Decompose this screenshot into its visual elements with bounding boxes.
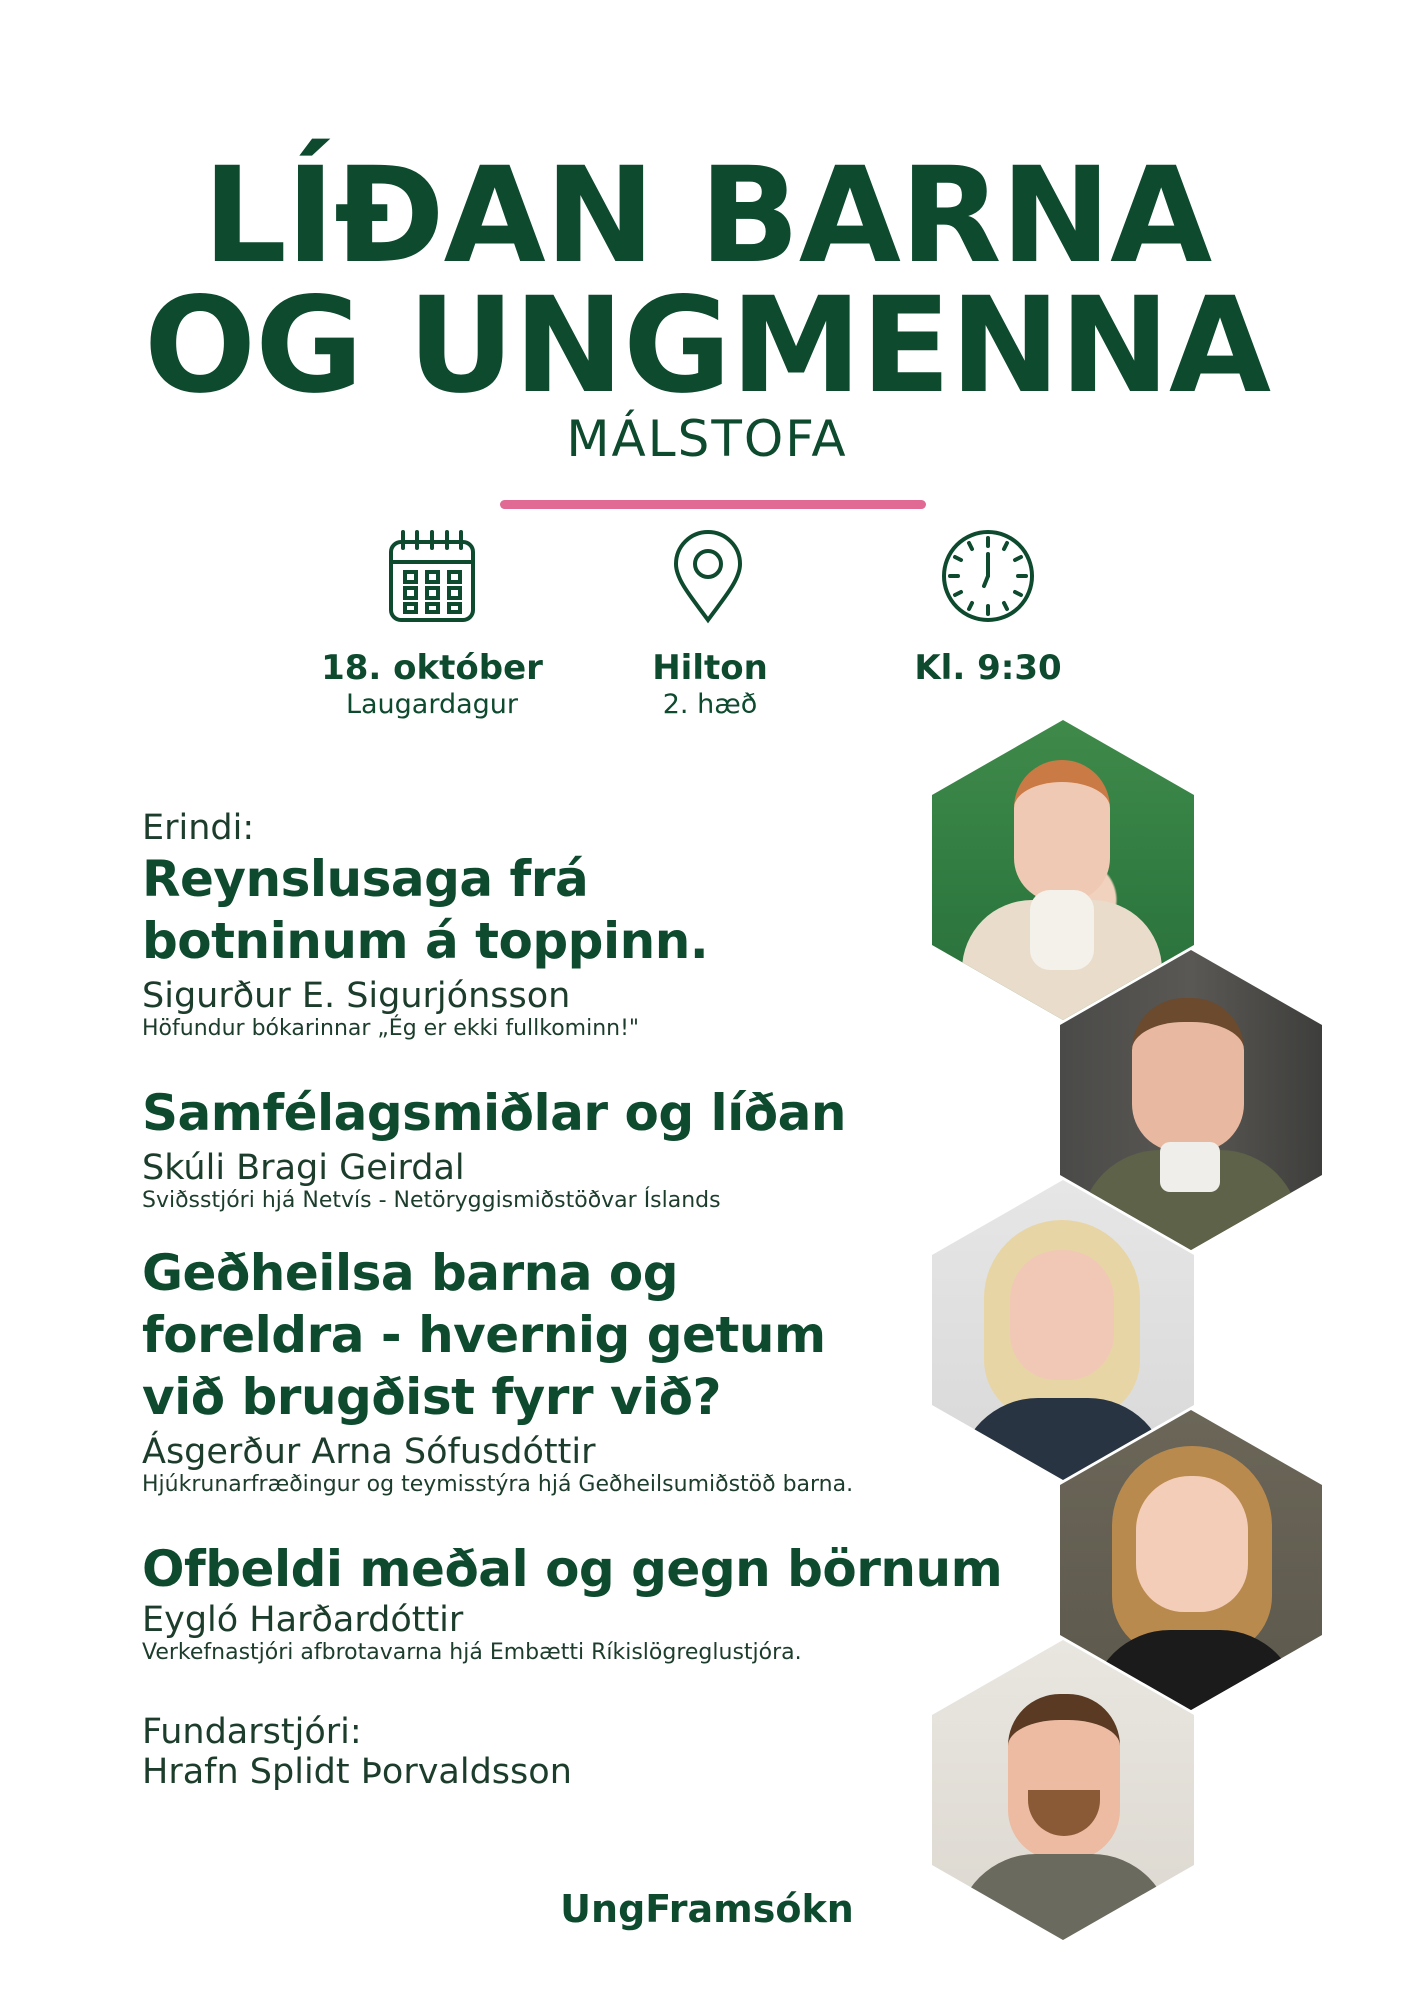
talk-4 [142, 1538, 1002, 1665]
brand-logo: UngFramsókn [560, 1887, 854, 1931]
talk-title-line: Ofbeldi meðal og gegn börnum [142, 1540, 1003, 1598]
talk-title-line: foreldra - hvernig getum [142, 1306, 826, 1364]
clock-icon [940, 528, 1036, 624]
page-title-line-2: OG UNGMENNA [143, 269, 1271, 423]
speaker-name: Skúli Bragi Geirdal [142, 1148, 465, 1188]
location-sub: 2. hæð [662, 688, 758, 720]
date-sub: Laugardagur [345, 688, 519, 720]
moderator-name: Hrafn Splidt Þorvaldsson [142, 1752, 572, 1792]
talk-3 [142, 1242, 853, 1497]
event-location [560, 648, 860, 721]
talk-title-line: Reynslusaga frá [142, 850, 589, 908]
talk-title-line: botninum á toppinn. [142, 912, 709, 970]
talk-1 [142, 848, 708, 1041]
date-main: 18. október [321, 648, 543, 688]
speaker-role: Verkefnastjóri afbrotavarna hjá Embætti Ríkislögreglustjóra. [142, 1640, 802, 1665]
speaker-role: Sviðsstjóri hjá Netvís - Netöryggismiðstöðvar Íslands [142, 1188, 721, 1213]
location-main: Hilton [652, 648, 768, 688]
talk-title-line: Geðheilsa barna og [142, 1244, 679, 1302]
intro-label: Erindi: [142, 808, 255, 848]
page-title-line-1: LÍÐAN BARNA [202, 139, 1212, 293]
talk-2 [142, 1082, 846, 1213]
speaker-name: Sigurður E. Sigurjónsson [142, 976, 571, 1016]
talk-title-line: við brugðist fyrr við? [142, 1368, 722, 1426]
speaker-role: Höfundur bókarinnar „Ég er ekki fullkominn!" [142, 1016, 640, 1041]
page-subtitle: MÁLSTOFA [566, 410, 848, 468]
moderator [142, 1712, 572, 1792]
accent-divider [500, 500, 926, 509]
moderator-label: Fundarstjóri: [142, 1712, 362, 1752]
location-pin-icon [672, 528, 744, 624]
calendar-icon [387, 528, 477, 624]
speaker-role: Hjúkrunarfræðingur og teymisstýra hjá Geðheilsumiðstöð barna. [142, 1472, 854, 1497]
talk-title-line: Samfélagsmiðlar og líðan [142, 1084, 846, 1142]
time-main: Kl. 9:30 [914, 648, 1062, 688]
speaker-name: Ásgerður Arna Sófusdóttir [142, 1432, 596, 1472]
event-date [282, 648, 582, 721]
speaker-name: Eygló Harðardóttir [142, 1600, 464, 1640]
event-time [838, 648, 1138, 689]
